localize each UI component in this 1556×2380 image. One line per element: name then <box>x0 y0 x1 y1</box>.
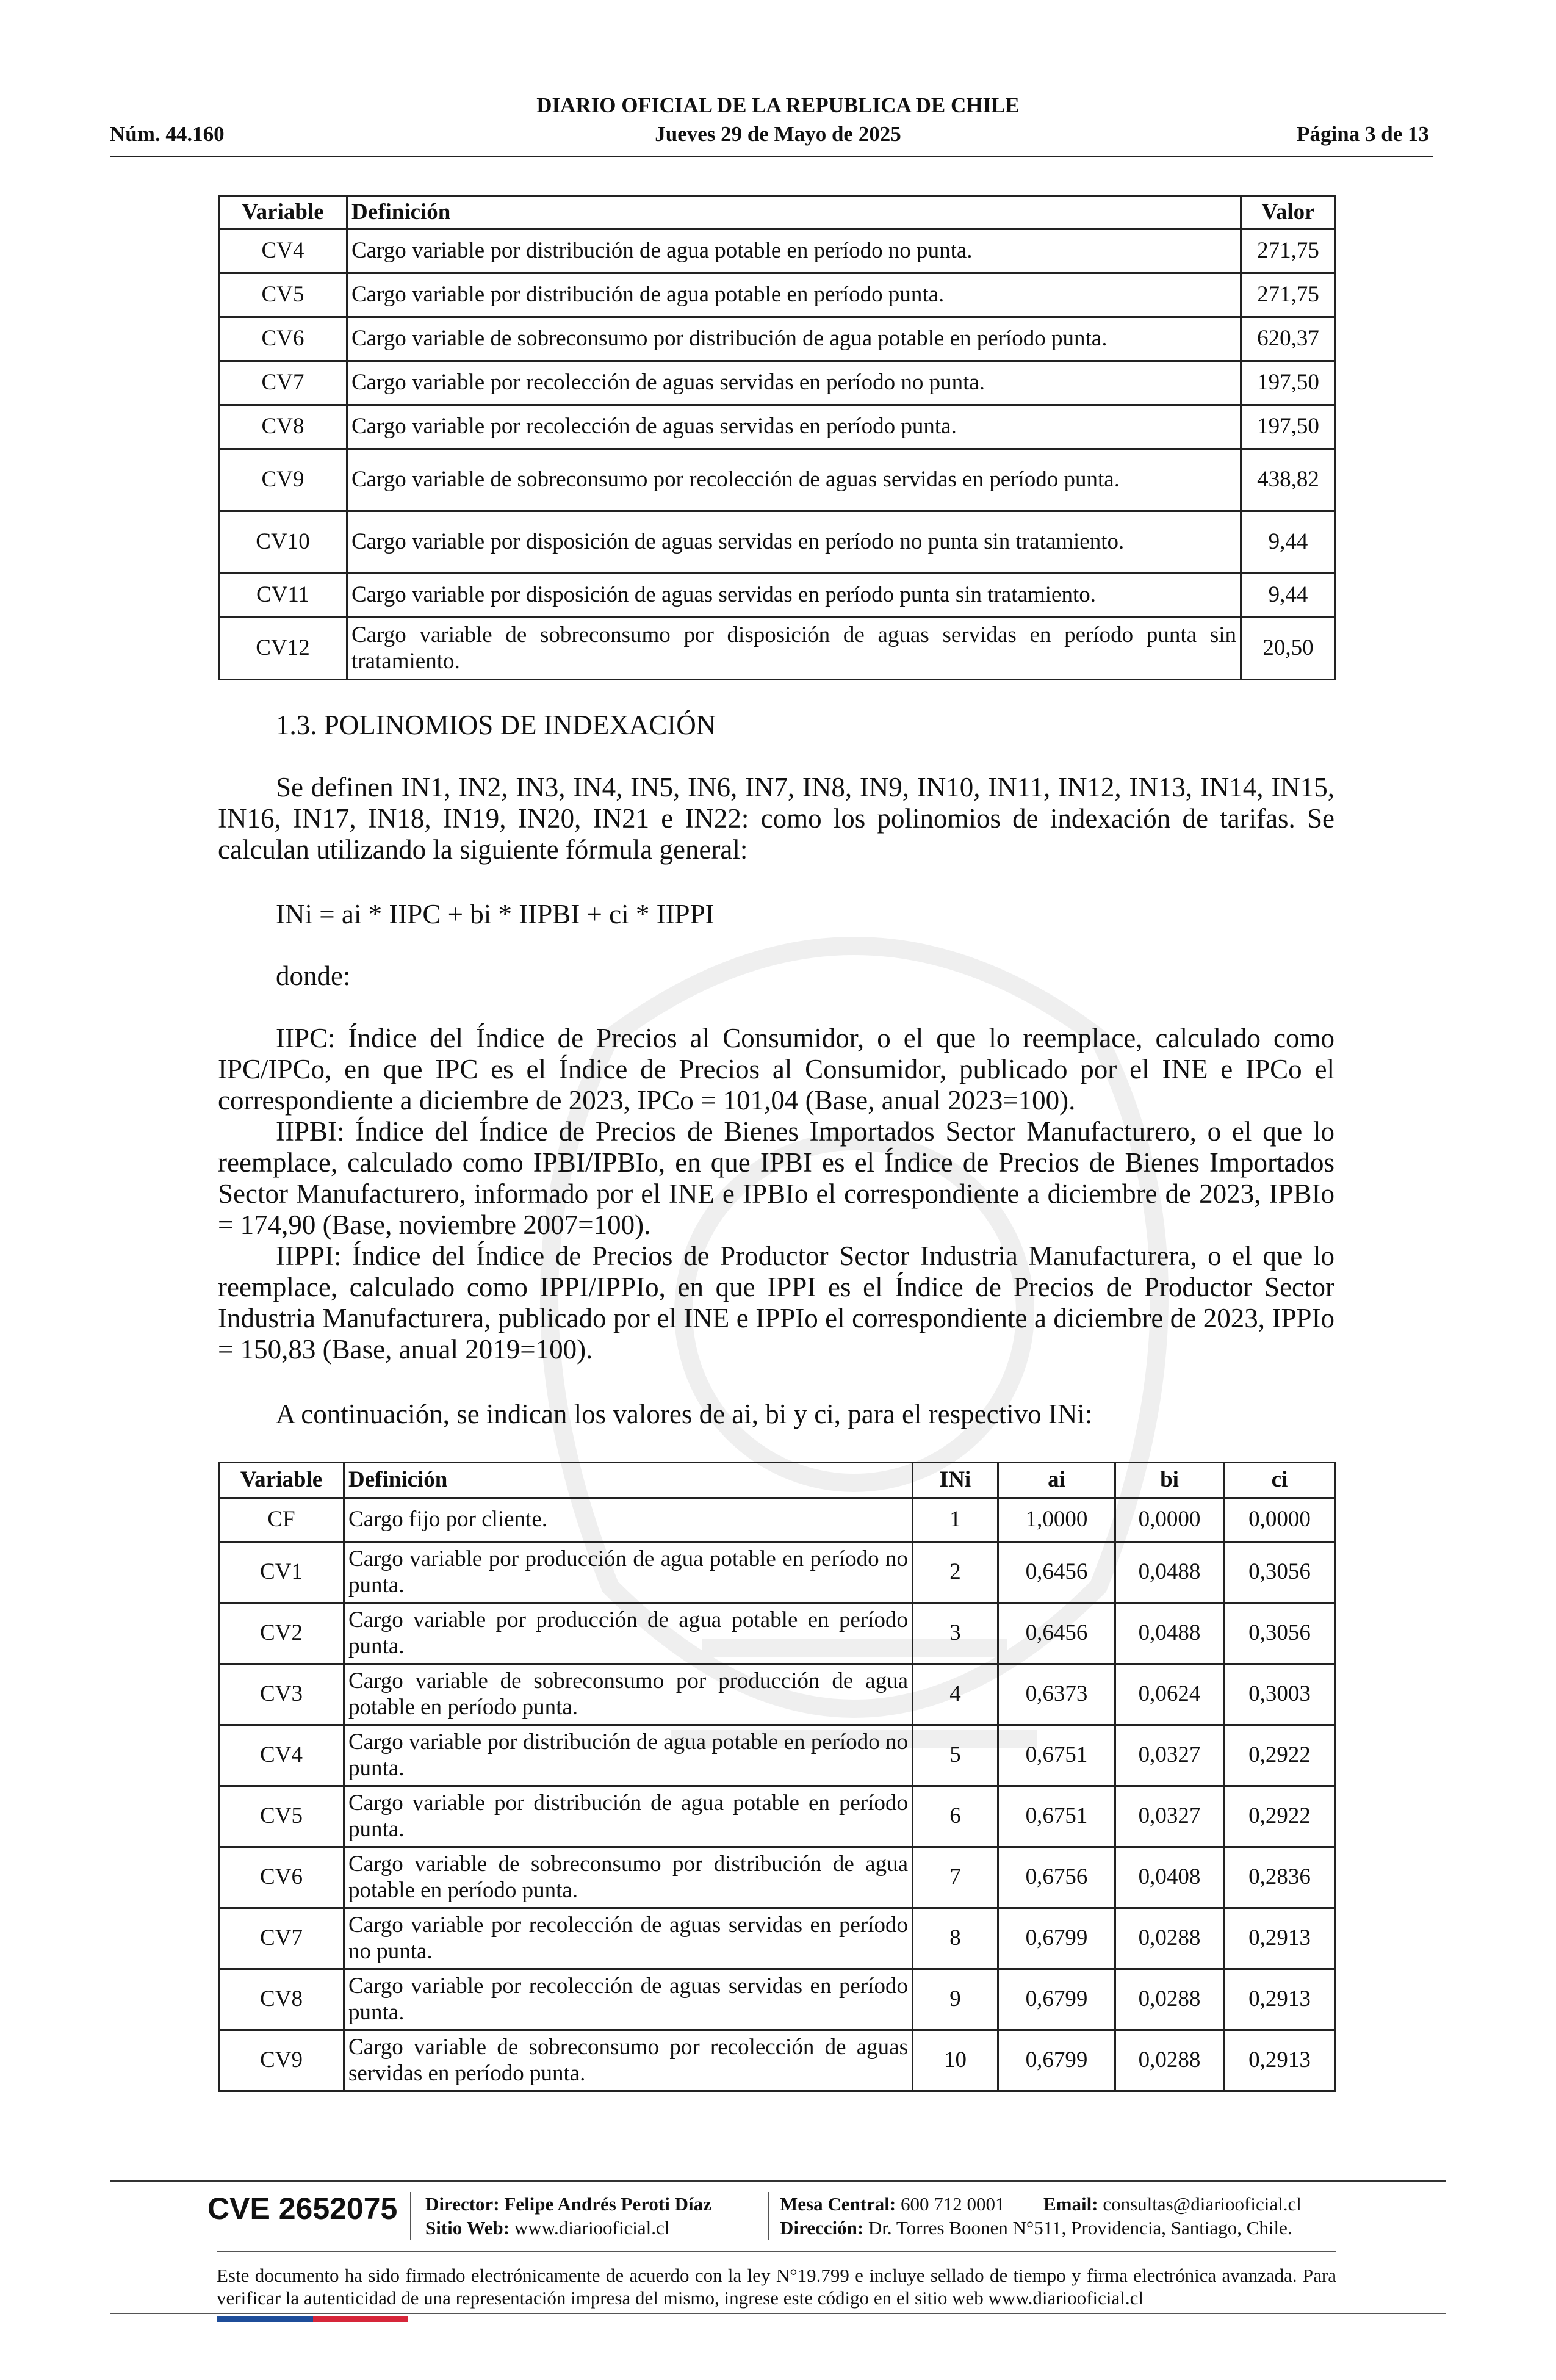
address-label: Dirección: <box>780 2217 864 2238</box>
table-row <box>219 449 1336 511</box>
table-row <box>219 361 1336 405</box>
cell-ci: 0,2913 <box>1224 1969 1336 2030</box>
cell-variable: CV4 <box>219 229 347 273</box>
cell-definicion: Cargo variable de sobreconsumo por recolección de aguas servidas en período punta. <box>344 2030 913 2091</box>
cell-valor: 271,75 <box>1241 273 1336 317</box>
section-heading: 1.3. POLINOMIOS DE INDEXACIÓN <box>276 710 716 740</box>
footer-separator <box>768 2192 769 2240</box>
cell-ai: 0,6799 <box>998 1908 1115 1969</box>
table-row <box>219 405 1336 449</box>
iipc-definition: IIPC: Índice del Índice de Precios al Consumidor, o el que lo reemplace, calculado como IPC/IPCo, en que IPC es el Índice de Precios al Consumidor, publicado por el INE e IPCo el correspondiente a diciembre de 2023, IPCo = 101,04 (Base, anual 2023=100). <box>218 1023 1334 1116</box>
director-name: Felipe Andrés Peroti Díaz <box>504 2193 711 2215</box>
column-header-variable: Variable <box>219 1463 344 1498</box>
page-number: Página 3 de 13 <box>1297 122 1429 146</box>
cell-definicion: Cargo variable por distribución de agua potable en período punta. <box>347 273 1241 317</box>
cell-variable: CV5 <box>219 1786 344 1847</box>
cell-definicion: Cargo variable por recolección de aguas servidas en período no punta. <box>344 1908 913 1969</box>
issue-number: Núm. 44.160 <box>110 122 225 146</box>
email-link[interactable]: consultas@diariooficial.cl <box>1103 2193 1302 2215</box>
charges-value-table <box>218 195 1336 680</box>
cell-valor: 9,44 <box>1241 574 1336 618</box>
footer-divider <box>217 2251 1336 2252</box>
cell-valor: 197,50 <box>1241 405 1336 449</box>
cell-variable: CV9 <box>219 2030 344 2091</box>
indexation-formula: INi = ai * IIPC + bi * IIPBI + ci * IIPPI <box>276 899 715 929</box>
cell-variable: CV8 <box>219 405 347 449</box>
cell-variable: CV1 <box>219 1542 344 1603</box>
table-row <box>219 229 1336 273</box>
cell-ini: 6 <box>913 1786 998 1847</box>
cell-valor: 20,50 <box>1241 618 1336 680</box>
footer-director <box>425 2193 711 2215</box>
cell-ai: 0,6751 <box>998 1725 1115 1786</box>
cell-definicion: Cargo variable por recolección de aguas servidas en período no punta. <box>347 361 1241 405</box>
cell-definicion: Cargo variable por producción de agua potable en período no punta. <box>344 1542 913 1603</box>
footer-phone <box>780 2193 1005 2215</box>
table-row <box>219 1725 1336 1786</box>
cell-variable: CV9 <box>219 449 347 511</box>
cell-ai: 0,6456 <box>998 1542 1115 1603</box>
table-row <box>219 2030 1336 2091</box>
cell-bi: 0,0488 <box>1115 1603 1224 1664</box>
cell-bi: 0,0408 <box>1115 1847 1224 1908</box>
cell-definicion: Cargo variable por producción de agua potable en período punta. <box>344 1603 913 1664</box>
cell-variable: CV6 <box>219 1847 344 1908</box>
cell-ai: 0,6799 <box>998 2030 1115 2091</box>
cell-variable: CV8 <box>219 1969 344 2030</box>
cell-bi: 0,0000 <box>1115 1498 1224 1542</box>
cell-variable: CF <box>219 1498 344 1542</box>
cell-ai: 0,6456 <box>998 1603 1115 1664</box>
cell-valor: 620,37 <box>1241 317 1336 361</box>
footer-separator <box>410 2192 411 2240</box>
column-header-ai: ai <box>998 1463 1115 1498</box>
iipbi-definition: IIPBI: Índice del Índice de Precios de Bienes Importados Sector Manufacturero, o el que lo reemplace, calculado como IPBI/IPBIo, en que IPBI es el Índice de Precios de Bienes Importados Sector Manufacturero, informado por el INE e IPBIo el correspondiente a diciembre de 2023, IPBIo = 174,90 (Base, noviembre 2007=100). <box>218 1116 1334 1240</box>
cell-ci: 0,2913 <box>1224 1908 1336 1969</box>
cell-ci: 0,3056 <box>1224 1542 1336 1603</box>
indexation-coefficients-table <box>218 1462 1336 2092</box>
cve-code: CVE 2652075 <box>207 2191 398 2226</box>
column-header-bi: bi <box>1115 1463 1224 1498</box>
table-row <box>219 511 1336 574</box>
cell-valor: 197,50 <box>1241 361 1336 405</box>
cell-definicion: Cargo variable por distribución de agua potable en período punta. <box>344 1786 913 1847</box>
footer-address <box>780 2217 1292 2239</box>
column-header-valor: Valor <box>1241 197 1336 229</box>
cell-ini: 8 <box>913 1908 998 1969</box>
column-header-ini: INi <box>913 1463 998 1498</box>
cell-ini: 10 <box>913 2030 998 2091</box>
intro-paragraph: Se definen IN1, IN2, IN3, IN4, IN5, IN6, IN7, IN8, IN9, IN10, IN11, IN12, IN13, IN14, IN15, IN16, IN17, IN18, IN19, IN20, IN21 e IN22: como los polinomios de indexación de tarifas. Se calculan utilizando la siguiente fórmula general: <box>218 772 1334 865</box>
phone-number: 600 712 0001 <box>901 2193 1005 2215</box>
cell-variable: CV10 <box>219 511 347 574</box>
cell-ini: 7 <box>913 1847 998 1908</box>
cell-ai: 0,6751 <box>998 1786 1115 1847</box>
newspaper-title: DIARIO OFICIAL DE LA REPUBLICA DE CHILE <box>536 93 1020 117</box>
column-header-definicion: Definición <box>344 1463 913 1498</box>
table-row <box>219 618 1336 680</box>
cell-variable: CV12 <box>219 618 347 680</box>
cell-variable: CV3 <box>219 1664 344 1725</box>
email-label: Email: <box>1043 2193 1098 2215</box>
cell-ai: 0,6756 <box>998 1847 1115 1908</box>
cell-bi: 0,0288 <box>1115 1908 1224 1969</box>
table-row <box>219 1969 1336 2030</box>
table-row <box>219 317 1336 361</box>
cell-definicion: Cargo variable de sobreconsumo por distribución de agua potable en período punta. <box>347 317 1241 361</box>
cell-definicion: Cargo variable por disposición de aguas servidas en período punta sin tratamiento. <box>347 574 1241 618</box>
cell-bi: 0,0288 <box>1115 2030 1224 2091</box>
cell-ini: 9 <box>913 1969 998 2030</box>
cell-valor: 9,44 <box>1241 511 1336 574</box>
cell-bi: 0,0327 <box>1115 1786 1224 1847</box>
cell-ai: 0,6799 <box>998 1969 1115 2030</box>
cell-bi: 0,0624 <box>1115 1664 1224 1725</box>
cell-ci: 0,3056 <box>1224 1603 1336 1664</box>
address-text: Dr. Torres Boonen N°511, Providencia, Santiago, Chile. <box>868 2217 1292 2238</box>
table-row <box>219 1786 1336 1847</box>
cell-ci: 0,0000 <box>1224 1498 1336 1542</box>
phone-label: Mesa Central: <box>780 2193 896 2215</box>
column-header-ci: ci <box>1224 1463 1336 1498</box>
cell-ci: 0,3003 <box>1224 1664 1336 1725</box>
cell-ai: 0,6373 <box>998 1664 1115 1725</box>
website-link[interactable]: www.diariooficial.cl <box>514 2217 670 2238</box>
cell-ini: 4 <box>913 1664 998 1725</box>
cell-ini: 5 <box>913 1725 998 1786</box>
table-row <box>219 1603 1336 1664</box>
cell-ci: 0,2836 <box>1224 1847 1336 1908</box>
table-header-row <box>219 1463 1336 1498</box>
flag-bar-blue <box>217 2316 313 2322</box>
footer-website <box>425 2217 669 2239</box>
issue-date: Jueves 29 de Mayo de 2025 <box>655 122 901 146</box>
table-header-row <box>219 197 1336 229</box>
cell-variable: CV6 <box>219 317 347 361</box>
continuation-paragraph: A continuación, se indican los valores de ai, bi y ci, para el respectivo INi: <box>276 1399 1093 1429</box>
cell-bi: 0,0327 <box>1115 1725 1224 1786</box>
cell-variable: CV7 <box>219 1908 344 1969</box>
cell-ai: 1,0000 <box>998 1498 1115 1542</box>
cell-definicion: Cargo variable de sobreconsumo por distribución de agua potable en período punta. <box>344 1847 913 1908</box>
header-divider <box>110 156 1433 157</box>
footer-email <box>1043 2193 1302 2215</box>
column-header-definicion: Definición <box>347 197 1241 229</box>
table-row <box>219 1847 1336 1908</box>
cell-variable: CV2 <box>219 1603 344 1664</box>
cell-definicion: Cargo variable por distribución de agua potable en período no punta. <box>344 1725 913 1786</box>
cell-definicion: Cargo variable por recolección de aguas servidas en período punta. <box>344 1969 913 2030</box>
legal-notice: Este documento ha sido firmado electrónicamente de acuerdo con la ley N°19.799 e incluye sellado de tiempo y firma electrónica avanzada. Para verificar la autenticidad de una representación impresa del mismo, ingrese este código en el sitio web www.diariooficial.cl <box>217 2265 1336 2309</box>
cell-definicion: Cargo variable de sobreconsumo por disposición de aguas servidas en período punta sin tratamiento. <box>347 618 1241 680</box>
cell-valor: 271,75 <box>1241 229 1336 273</box>
cell-variable: CV7 <box>219 361 347 405</box>
table-row <box>219 1498 1336 1542</box>
cell-bi: 0,0488 <box>1115 1542 1224 1603</box>
cell-variable: CV4 <box>219 1725 344 1786</box>
cell-ci: 0,2922 <box>1224 1786 1336 1847</box>
cell-ci: 0,2913 <box>1224 2030 1336 2091</box>
cell-bi: 0,0288 <box>1115 1969 1224 2030</box>
cell-definicion: Cargo variable por recolección de aguas servidas en período punta. <box>347 405 1241 449</box>
website-label: Sitio Web: <box>425 2217 510 2238</box>
cell-definicion: Cargo variable por distribución de agua potable en período no punta. <box>347 229 1241 273</box>
cell-definicion: Cargo variable de sobreconsumo por recolección de aguas servidas en período punta. <box>347 449 1241 511</box>
table-row <box>219 1664 1336 1725</box>
table-row <box>219 574 1336 618</box>
donde-label: donde: <box>276 961 351 991</box>
column-header-variable: Variable <box>219 197 347 229</box>
cell-ini: 1 <box>913 1498 998 1542</box>
cell-ini: 3 <box>913 1603 998 1664</box>
cell-variable: CV5 <box>219 273 347 317</box>
cell-definicion: Cargo variable por disposición de aguas servidas en período no punta sin tratamiento. <box>347 511 1241 574</box>
iippi-definition: IIPPI: Índice del Índice de Precios de Productor Sector Industria Manufacturera, o el que lo reemplace, calculado como IPPI/IPPIo, en que IPPI es el Índice de Precios de Productor Sector Industria Manufacturera, publicado por el INE e IPPIo el correspondiente a diciembre de 2023, IPPIo = 150,83 (Base, anual 2019=100). <box>218 1241 1334 1365</box>
cell-definicion: Cargo variable de sobreconsumo por producción de agua potable en período punta. <box>344 1664 913 1725</box>
cell-valor: 438,82 <box>1241 449 1336 511</box>
cell-definicion: Cargo fijo por cliente. <box>344 1498 913 1542</box>
flag-bar-red <box>313 2316 408 2322</box>
cell-ini: 2 <box>913 1542 998 1603</box>
footer-divider <box>110 2180 1446 2182</box>
cell-variable: CV11 <box>219 574 347 618</box>
footer-divider <box>110 2313 1446 2314</box>
table-row <box>219 1908 1336 1969</box>
cell-ci: 0,2922 <box>1224 1725 1336 1786</box>
table-row <box>219 1542 1336 1603</box>
table-row <box>219 273 1336 317</box>
director-label: Director: <box>425 2193 500 2215</box>
